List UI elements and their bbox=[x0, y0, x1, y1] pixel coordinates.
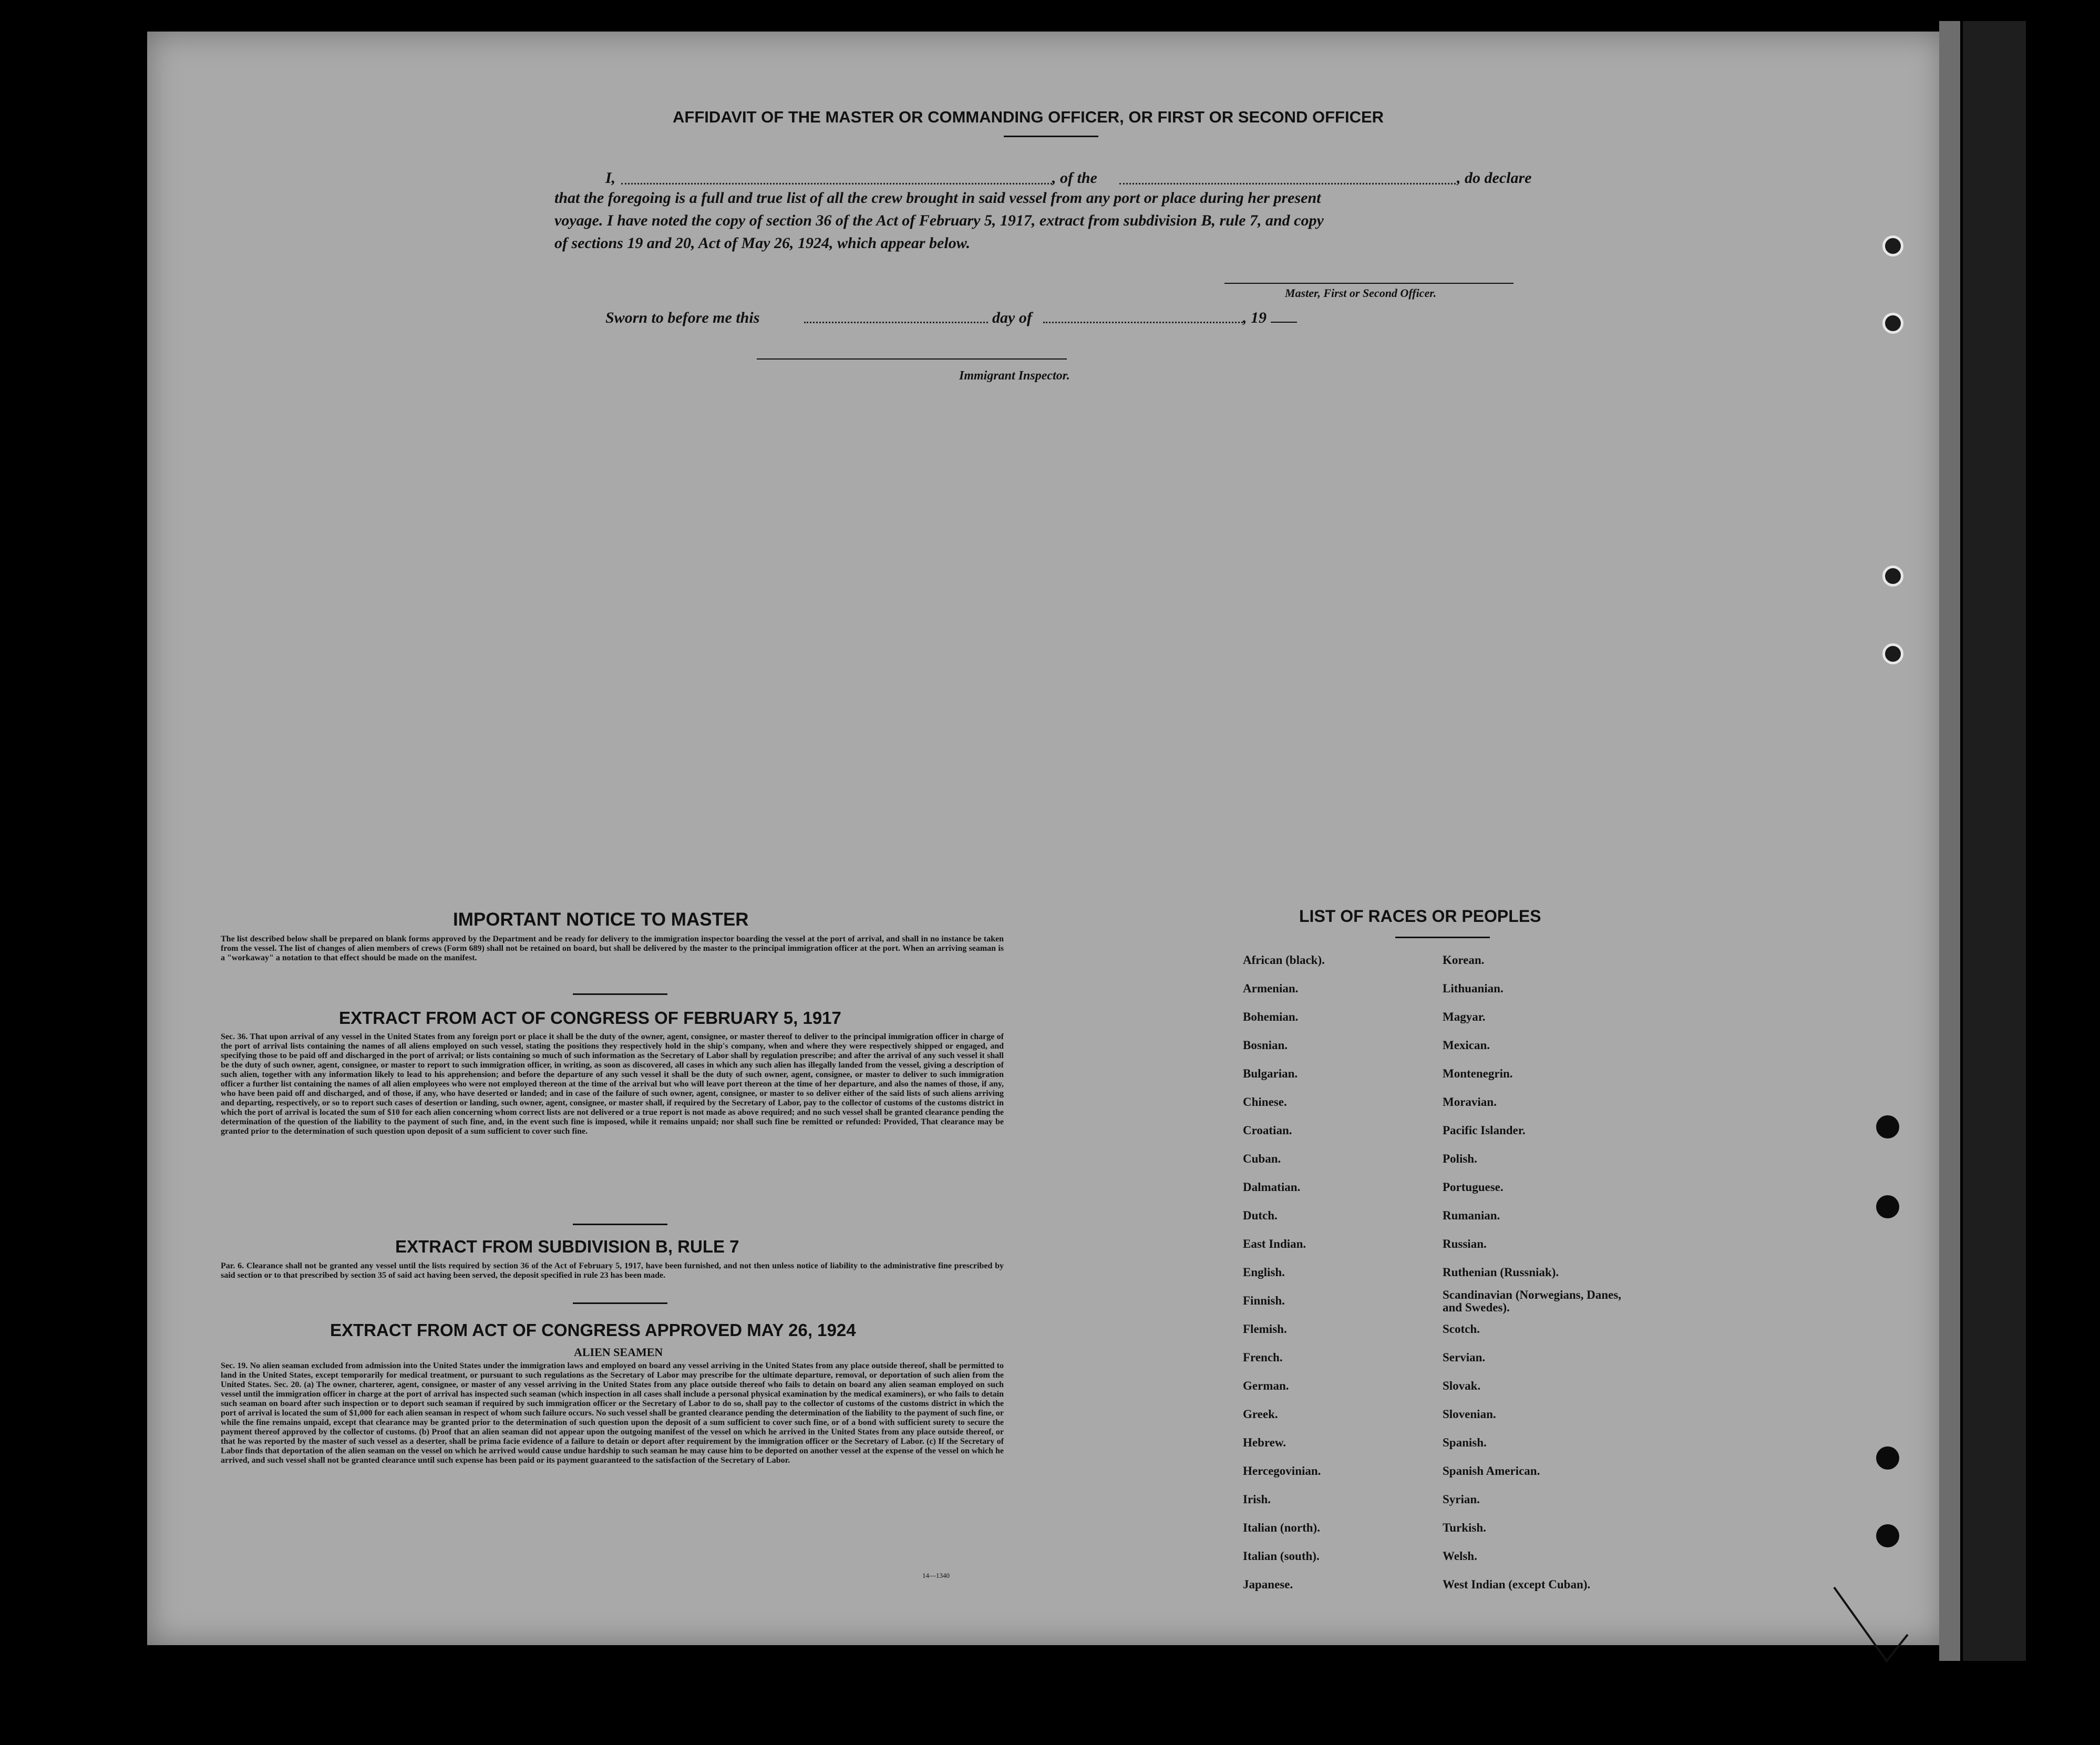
race-right-15: Servian. bbox=[1443, 1351, 1486, 1364]
extract-1917-rule bbox=[573, 1224, 667, 1225]
race-left-6: Chinese. bbox=[1243, 1095, 1287, 1108]
race-right-14: Scotch. bbox=[1443, 1322, 1480, 1336]
race-left-7: Croatian. bbox=[1243, 1124, 1292, 1137]
form-number: 14—1340 bbox=[922, 1572, 950, 1579]
race-left-1: African (black). bbox=[1243, 953, 1325, 967]
master-signature-line[interactable] bbox=[1224, 283, 1514, 284]
race-left-2: Armenian. bbox=[1243, 982, 1299, 995]
race-right-8: Polish. bbox=[1443, 1152, 1477, 1165]
extract-1917-title: EXTRACT FROM ACT OF CONGRESS OF FEBRUARY 5, 1917 bbox=[339, 1008, 841, 1028]
inspector-label: Immigrant Inspector. bbox=[959, 369, 1070, 383]
race-right-22: Welsh. bbox=[1443, 1549, 1477, 1563]
race-right-4: Mexican. bbox=[1443, 1039, 1490, 1052]
extract-1917-body: Sec. 36. That upon arrival of any vessel in the United States from any foreign port or place it shall be the duty of the owner, agent, consignee, or master thereof to deliver to the principal immigration officer in charge of the port of arrival lists containing the names of all aliens employed on such vessel, stating the positions they respectively hold in the ship's company, when and where they were respectively shipped or engaged, and specifying those to be paid off and discharged in the port of arrival; or lists containing so much of such information as the Secretary of Labor shall by regulation prescribe; and after the arrival of any such vessel it shall be the duty of such owner, agent, consignee, or master to report to such immigration officer, in writing, as soon as discovered, all cases in which any such alien has illegally landed from the vessel, giving a description of such alien, together with any information likely to lead to his apprehension; and before the departure of any such vessel it shall be the duty of such owner, agent, consignee, or master to deliver to such immigration officer a further list containing the names of all alien employees who were not employed thereon at the time of the arrival but who will leave port thereon at the time of her departure, and also the names of those, if any, who have been paid off and discharged, and of those, if any, who have deserted or landed; and in case of the failure of such owner, agent, consignee, or master to so deliver either of the said lists of such aliens arriving and departing, respectively, or so to report such cases of desertion or landing, such owner, agent, consignee, or master shall, if required by the Secretary of Labor, pay to the collector of customs of the customs district in which the port of arrival is located the sum of $10 for each alien concerning whom correct lists are not delivered or a true report is not made as above required; and no such vessel shall be granted clearance pending the determination of the question of the liability to the payment of such fine, and, in the event such fine is imposed, while it remains unpaid; nor shall such fine be remitted or refunded: Provided, That clearance may be granted prior to the determination of such question upon deposit of a sum sufficient to cover such fine. bbox=[221, 1032, 1004, 1136]
subdivision-b-body: Par. 6. Clearance shall not be granted any vessel until the lists required by section 36 of the Act of February 5, 1917, have been furnished, and not then unless notice of liability to the administrative fine prescribed by said section or to that prescribed by section 35 of said act having been served, the deposit specified in rule 23 has been made. bbox=[221, 1261, 1004, 1280]
subdivision-b-rule bbox=[573, 1302, 667, 1304]
race-left-8: Cuban. bbox=[1243, 1152, 1281, 1165]
inspector-signature-line[interactable] bbox=[757, 358, 1067, 360]
binder-hole-2 bbox=[1882, 313, 1903, 334]
affidavit-declare: , do declare bbox=[1457, 169, 1532, 187]
day-of-text: day of bbox=[992, 309, 1032, 326]
race-left-14: Flemish. bbox=[1243, 1322, 1287, 1336]
race-left-12: English. bbox=[1243, 1266, 1285, 1279]
race-left-10: Dutch. bbox=[1243, 1209, 1278, 1222]
race-left-21: Italian (north). bbox=[1243, 1521, 1320, 1534]
binder-hole-1 bbox=[1882, 235, 1903, 256]
race-right-17: Slovenian. bbox=[1443, 1408, 1496, 1421]
race-right-1: Korean. bbox=[1443, 953, 1485, 967]
race-right-18: Spanish. bbox=[1443, 1436, 1487, 1449]
race-left-9: Dalmatian. bbox=[1243, 1181, 1301, 1194]
race-right-20: Syrian. bbox=[1443, 1493, 1480, 1506]
race-left-23: Japanese. bbox=[1243, 1578, 1293, 1591]
race-left-20: Irish. bbox=[1243, 1493, 1271, 1506]
extract-1924-title: EXTRACT FROM ACT OF CONGRESS APPROVED MAY 26, 1924 bbox=[330, 1320, 856, 1340]
race-right-23: West Indian (except Cuban). bbox=[1443, 1578, 1591, 1591]
binder-punch-1 bbox=[1876, 1115, 1899, 1138]
master-signature-label: Master, First or Second Officer. bbox=[1285, 286, 1437, 300]
sworn-year-text: , 19 bbox=[1243, 309, 1267, 326]
races-title-rule bbox=[1395, 937, 1490, 938]
page-edge bbox=[1939, 21, 1960, 1661]
race-left-17: Greek. bbox=[1243, 1408, 1278, 1421]
race-left-11: East Indian. bbox=[1243, 1237, 1306, 1250]
race-left-4: Bosnian. bbox=[1243, 1039, 1288, 1052]
race-left-5: Bulgarian. bbox=[1243, 1067, 1298, 1080]
race-right-7: Pacific Islander. bbox=[1443, 1124, 1526, 1137]
affidavit-line-2: that the foregoing is a full and true list of all the crew brought in said vessel from any port or place during her present bbox=[554, 189, 1321, 207]
race-left-22: Italian (south). bbox=[1243, 1549, 1320, 1563]
race-right-9: Portuguese. bbox=[1443, 1181, 1504, 1194]
extract-1924-body: Sec. 19. No alien seaman excluded from admission into the United States under the immigration laws and employed on board any vessel arriving in the United States from any place outside thereof, shall be permitted to land in the United States, except temporarily for medical treatment, or pursuant to such regulations as the Secretary of Labor may prescribe for the ultimate departure, removal, or deportation of such alien from the United States. Sec. 20. (a) The owner, charterer, agent, consignee, or master of any vessel arriving in the United States from any place outside thereof who fails to detain on board any alien seaman employed on such vessel until the immigration officer in charge at the port of arrival has inspected such seaman (which inspection in all cases shall include a personal physical examination by the medical examiners), or who fails to detain such seaman on board after such inspection or to deport such seaman if required by such immigration officer or the Secretary of Labor to do so, shall pay to the collector of customs of the customs district in which the port of arrival is located the sum of $1,000 for each alien seaman in respect of whom such failure occurs. No such vessel shall be granted clearance pending the determination of the liability to the payment of such fine, or while the fine remains unpaid, except that clearance may be granted prior to the determination of such question upon the deposit of a sum sufficient to cover such fine, or of a bond with sufficient surety to secure the payment thereof approved by the collector of customs. (b) Proof that an alien seaman did not appear upon the outgoing manifest of the vessel on which he arrived in the United States from any place outside thereof, or that he was reported by the master of such vessel as a deserter, shall be prima facie evidence of a failure to detain or deport after requirement by the immigration officer or the Secretary of Labor. (c) If the Secretary of Labor finds that deportation of the alien seaman on the vessel on which he arrived would cause undue hardship to such seaman he may cause him to be deported on another vessel at the expense of the vessel on which he arrived, and such vessel shall not be granted clearance until such expense has been paid or its payment guaranteed to the satisfaction of the Secretary of Labor. bbox=[221, 1361, 1004, 1465]
affidavit-i: I, bbox=[605, 169, 616, 187]
race-left-3: Bohemian. bbox=[1243, 1010, 1299, 1023]
race-right-6: Moravian. bbox=[1443, 1095, 1497, 1108]
binder-hole-4 bbox=[1882, 643, 1903, 664]
affidavit-vessel-field[interactable] bbox=[1119, 183, 1456, 184]
sworn-text: Sworn to before me this bbox=[605, 309, 760, 326]
race-right-19: Spanish American. bbox=[1443, 1464, 1540, 1477]
affidavit-title: AFFIDAVIT OF THE MASTER OR COMMANDING OFFICER, OR FIRST OR SECOND OFFICER bbox=[673, 108, 1384, 126]
binding-strip bbox=[1963, 21, 2026, 1661]
pencil-mark bbox=[1829, 1572, 1913, 1677]
binder-punch-2 bbox=[1876, 1195, 1899, 1218]
affidavit-name-field[interactable] bbox=[621, 183, 1052, 184]
binder-punch-3 bbox=[1876, 1446, 1899, 1470]
affidavit-line-3: voyage. I have noted the copy of section 36 of the Act of February 5, 1917, extract from subdivision B, rule 7, and copy bbox=[554, 212, 1324, 229]
race-left-18: Hebrew. bbox=[1243, 1436, 1286, 1449]
race-right-2: Lithuanian. bbox=[1443, 982, 1504, 995]
extract-1924-subtitle: ALIEN SEAMEN bbox=[574, 1346, 663, 1359]
affidavit-line-4: of sections 19 and 20, Act of May 26, 1924, which appear below. bbox=[554, 234, 971, 252]
sworn-year-field[interactable] bbox=[1271, 322, 1297, 323]
race-right-13: Scandinavian (Norwegians, Danes, and Swedes). bbox=[1443, 1288, 1621, 1314]
binder-hole-3 bbox=[1882, 566, 1903, 587]
race-right-12: Ruthenian (Russniak). bbox=[1443, 1266, 1559, 1279]
race-left-13: Finnish. bbox=[1243, 1294, 1285, 1307]
race-right-21: Turkish. bbox=[1443, 1521, 1486, 1534]
race-right-10: Rumanian. bbox=[1443, 1209, 1500, 1222]
race-left-16: German. bbox=[1243, 1379, 1289, 1392]
race-left-19: Hercegovinian. bbox=[1243, 1464, 1321, 1477]
notice-body: The list described below shall be prepared on blank forms approved by the Department and be ready for delivery to the immigration inspector boarding the vessel at the port of arrival, and shall in no instance be taken from the vessel. The list of changes of alien members of crews (Form 689) shall not be retained on board, but shall be delivered by the master to the principal immigration officer at the port. When an arriving seaman is a "workaway" a notation to that effect should be made on the manifest. bbox=[221, 935, 1004, 962]
race-right-11: Russian. bbox=[1443, 1237, 1487, 1250]
race-right-5: Montenegrin. bbox=[1443, 1067, 1513, 1080]
race-left-15: French. bbox=[1243, 1351, 1283, 1364]
binder-punch-4 bbox=[1876, 1524, 1899, 1547]
notice-rule bbox=[573, 993, 667, 995]
notice-title: IMPORTANT NOTICE TO MASTER bbox=[453, 909, 749, 930]
subdivision-b-title: EXTRACT FROM SUBDIVISION B, RULE 7 bbox=[395, 1237, 739, 1256]
race-right-3: Magyar. bbox=[1443, 1010, 1486, 1023]
sworn-month-field[interactable] bbox=[1043, 322, 1243, 323]
affidavit-title-rule bbox=[1004, 136, 1098, 137]
affidavit-of-the: , of the bbox=[1052, 169, 1097, 187]
sworn-day-field[interactable] bbox=[804, 322, 988, 323]
races-title: LIST OF RACES OR PEOPLES bbox=[1299, 907, 1541, 926]
race-right-16: Slovak. bbox=[1443, 1379, 1481, 1392]
